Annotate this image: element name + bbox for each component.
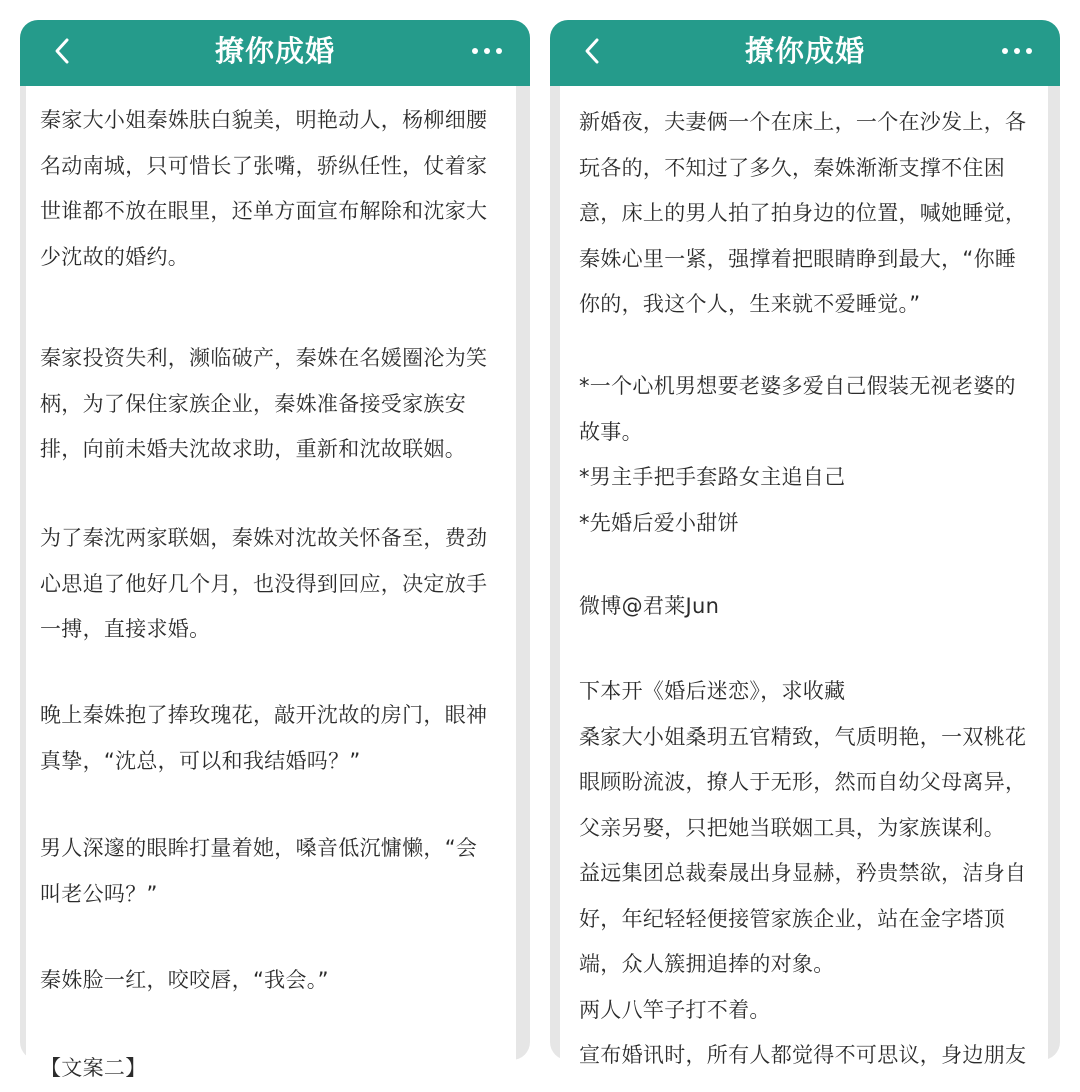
text-line: 眼顾盼流波，撩人于无形，然而自幼父母离异，: [579, 770, 1027, 794]
text-line: 微博@君莱Jun: [579, 594, 720, 618]
text-line: 宣布婚讯时，所有人都觉得不可思议，身边朋友: [579, 1043, 1027, 1067]
text-line: 两人八竿子打不着。: [579, 997, 771, 1022]
text-line: 意，床上的男人拍了拍身边的位置，喊她睡觉，: [579, 201, 1027, 225]
text-line: 好，年纪轻轻便接管家族企业，站在金字塔顶: [579, 906, 1005, 931]
chapter-content[interactable]: [560, 86, 1048, 1067]
paragraph: [40, 98, 506, 280]
text-line: 桑家大小姐桑玥五官精致，气质明艳，一双桃花: [579, 724, 1027, 749]
text-line: 叫老公吗？”: [40, 881, 158, 906]
text-line: 晚上秦姝抱了捧玫瑰花，敲开沈故的房门，眼神: [40, 703, 488, 727]
paragraph: [40, 693, 506, 784]
text-line: 真挚，“沈总，可以和我结婚吗？”: [40, 748, 361, 773]
paragraph: [579, 584, 1038, 630]
text-line: 排，向前未婚夫沈故求助，重新和沈故联姻。: [40, 437, 466, 461]
text-line: 世谁都不放在眼里，还单方面宣布解除和沈家大: [40, 199, 488, 223]
text-line: 心思追了他好几个月，也没得到回应，决定放手: [40, 571, 488, 596]
reader-panel-right: [550, 20, 1060, 1067]
text-line: 新婚夜，夫妻俩一个在床上，一个在沙发上，各: [579, 110, 1027, 134]
top-bar: [550, 20, 1060, 86]
text-line: 端，众人簇拥追捧的对象。: [579, 952, 835, 976]
paragraph: [40, 826, 506, 917]
text-line: *男主手把手套路女主追自己: [579, 465, 846, 489]
page-title: 撩你成婚: [744, 34, 865, 68]
paragraph: [579, 100, 1038, 328]
text-line: 名动南城，只可惜长了张嘴，骄纵任性，仗着家: [40, 153, 488, 178]
top-bar: [20, 20, 530, 86]
more-options-icon[interactable]: [1002, 40, 1032, 62]
text-line: 故事。: [579, 419, 643, 444]
text-line: 下本开《婚后迷恋》，求收藏: [579, 679, 846, 703]
text-line: 柄，为了保住家族企业，秦姝准备接受家族安: [40, 391, 466, 416]
more-options-icon[interactable]: [472, 40, 502, 62]
text-line: 男人深邃的眼眸打量着她，嗓音低沉慵懒，“会: [40, 836, 478, 860]
text-line: 秦家大小姐秦姝肤白貌美，明艳动人，杨柳细腰: [40, 108, 488, 132]
text-line: 秦家投资失利，濒临破产，秦姝在名媛圈沦为笑: [40, 346, 488, 370]
text-line: 秦姝脸一红，咬咬唇，“我会。”: [40, 968, 329, 992]
text-line: 少沈故的婚约。: [40, 244, 190, 269]
paragraph: [40, 958, 506, 1004]
text-line: 父亲另娶，只把她当联姻工具，为家族谋利。: [579, 815, 1005, 840]
text-line: 你的，我这个人，生来就不爱睡觉。”: [579, 292, 921, 316]
text-line: 玩各的，不知过了多久，秦姝渐渐支撑不住困: [579, 155, 1005, 180]
text-line: 益远集团总裁秦晟出身显赫，矜贵禁欲，洁身自: [579, 861, 1027, 885]
text-line: *先婚后爱小甜饼: [579, 510, 739, 535]
text-line: 秦姝心里一紧，强撑着把眼睛睁到最大，“你睡: [579, 246, 1017, 271]
paragraph: [40, 516, 506, 653]
section-heading: [40, 1046, 506, 1092]
paragraph: [579, 364, 1038, 546]
chapter-content[interactable]: [26, 86, 516, 1080]
text-line: 一搏，直接求婚。: [40, 617, 211, 641]
text-line: 【文案二】: [40, 1056, 147, 1080]
text-line: *一个心机男想要老婆多爱自己假装无视老婆的: [579, 374, 1016, 398]
page-title: 撩你成婚: [214, 34, 335, 68]
paragraph: [40, 336, 506, 473]
paragraph: [579, 669, 1038, 1079]
text-line: 为了秦沈两家联姻，秦姝对沈故关怀备至，费劲: [40, 526, 488, 550]
reader-panel-left: [20, 20, 530, 1080]
